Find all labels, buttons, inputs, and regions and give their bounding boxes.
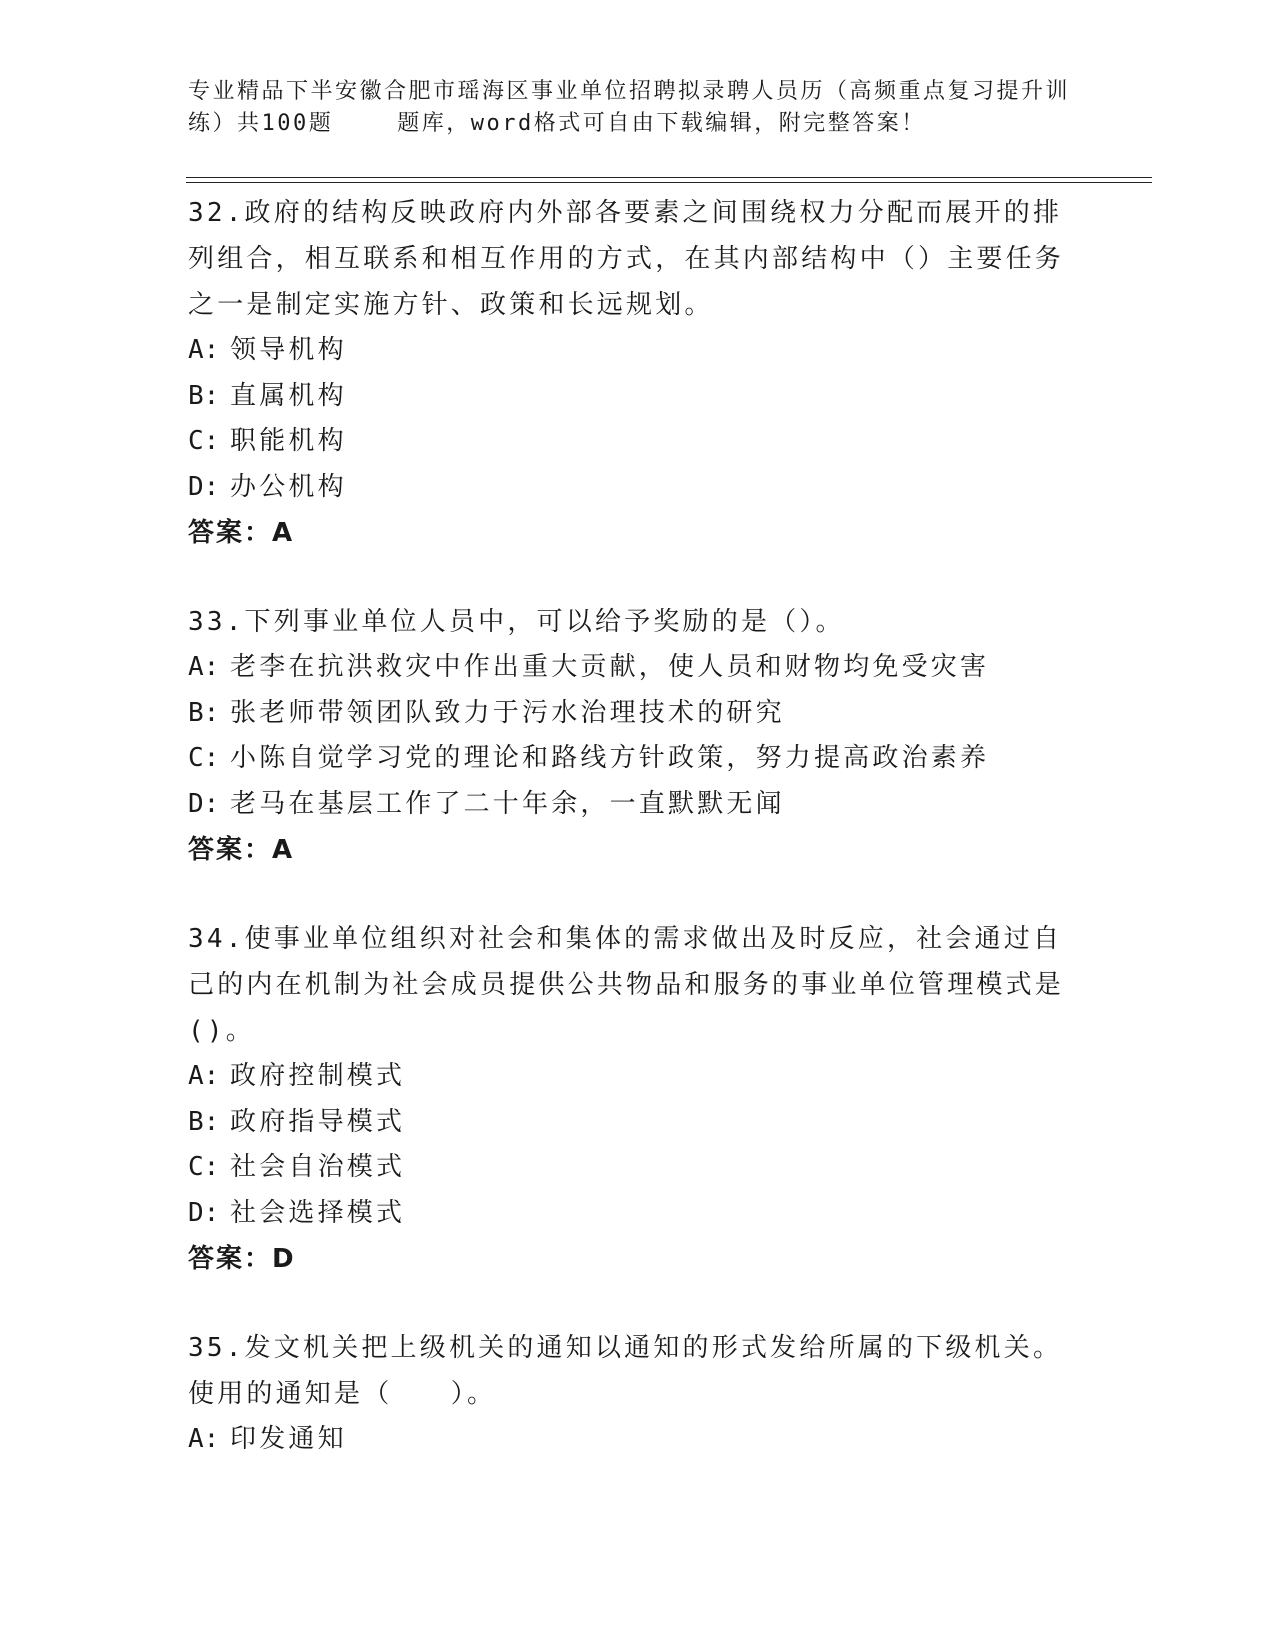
option-key: C: (188, 743, 220, 773)
header-title-part-b: 题库，word格式可自由下载编辑，附完整答案！ (397, 111, 926, 136)
answer-label: 答案：D (188, 1244, 296, 1274)
header-divider-bottom (186, 182, 1152, 183)
option-b (188, 374, 1088, 420)
option-key: B: (188, 697, 220, 728)
option-text: 老马在基层工作了二十年余，一直默默无闻 (230, 788, 785, 819)
option-a (188, 1054, 1088, 1100)
question-text: 33.下列事业单位人员中，可以给予奖励的是（）。 (188, 607, 845, 637)
option-a (188, 1417, 1088, 1463)
option-text: 张老师带领团队致力于污水治理技术的研究 (230, 697, 785, 728)
option-key: D: (188, 1197, 220, 1228)
header-title-line-2 (188, 108, 1088, 140)
option-key: D: (188, 471, 220, 502)
option-d (188, 465, 1088, 511)
answer-label: 答案：A (188, 835, 295, 865)
header-title-part-a: 练）共100题 (188, 111, 334, 136)
option-text: 职能机构 (230, 426, 347, 456)
option-text: 政府指导模式 (230, 1106, 406, 1137)
header-title-line-1: 专业精品下半安徽合肥市瑶海区事业单位招聘拟录聘人员历（高频重点复习提升训 (188, 79, 1071, 104)
option-c (188, 736, 1088, 782)
option-d (188, 1191, 1088, 1237)
option-text: 直属机构 (230, 380, 347, 411)
option-key: A: (188, 335, 220, 365)
option-key: C: (188, 1152, 220, 1182)
question-text: 34.使事业单位组织对社会和集体的需求做出及时反应，社会通过自己的内在机制为社会成员提供公共物品和服务的事业单位管理模式是()。 (188, 924, 1065, 1046)
option-text: 办公机构 (230, 471, 347, 502)
question-32 (188, 190, 1088, 556)
question-text: 32.政府的结构反映政府内外部各要素之间围绕权力分配而展开的排列组合，相互联系和相互作用的方式，在其内部结构中（）主要任务之一是制定实施方针、政策和长远规划。 (188, 198, 1065, 320)
option-text: 社会自治模式 (230, 1152, 406, 1182)
question-35 (188, 1325, 1088, 1463)
document-header (188, 76, 1088, 140)
option-key: A: (188, 652, 220, 682)
question-list (188, 190, 1088, 1506)
option-b (188, 1100, 1088, 1146)
option-c (188, 1145, 1088, 1191)
option-key: D: (188, 788, 220, 819)
question-33 (188, 599, 1088, 873)
option-a (188, 328, 1088, 374)
option-text: 政府控制模式 (230, 1061, 406, 1091)
option-c (188, 419, 1088, 465)
question-text: 35.发文机关把上级机关的通知以通知的形式发给所属的下级机关。使用的通知是（ ）。 (188, 1333, 1063, 1409)
option-a (188, 645, 1088, 691)
option-key: B: (188, 1106, 220, 1137)
option-text: 老李在抗洪救灾中作出重大贡献，使人员和财物均免受灾害 (230, 652, 990, 682)
question-34 (188, 916, 1088, 1282)
option-key: B: (188, 380, 220, 411)
option-text: 小陈自觉学习党的理论和路线方针政策，努力提高政治素养 (230, 743, 990, 773)
option-key: A: (188, 1424, 220, 1454)
option-d (188, 782, 1088, 828)
option-key: C: (188, 426, 220, 456)
option-text: 社会选择模式 (230, 1197, 406, 1228)
option-text: 印发通知 (230, 1424, 347, 1454)
option-text: 领导机构 (230, 335, 347, 365)
option-key: A: (188, 1061, 220, 1091)
option-b (188, 691, 1088, 737)
answer-label: 答案：A (188, 518, 295, 548)
header-divider-top (186, 177, 1152, 178)
